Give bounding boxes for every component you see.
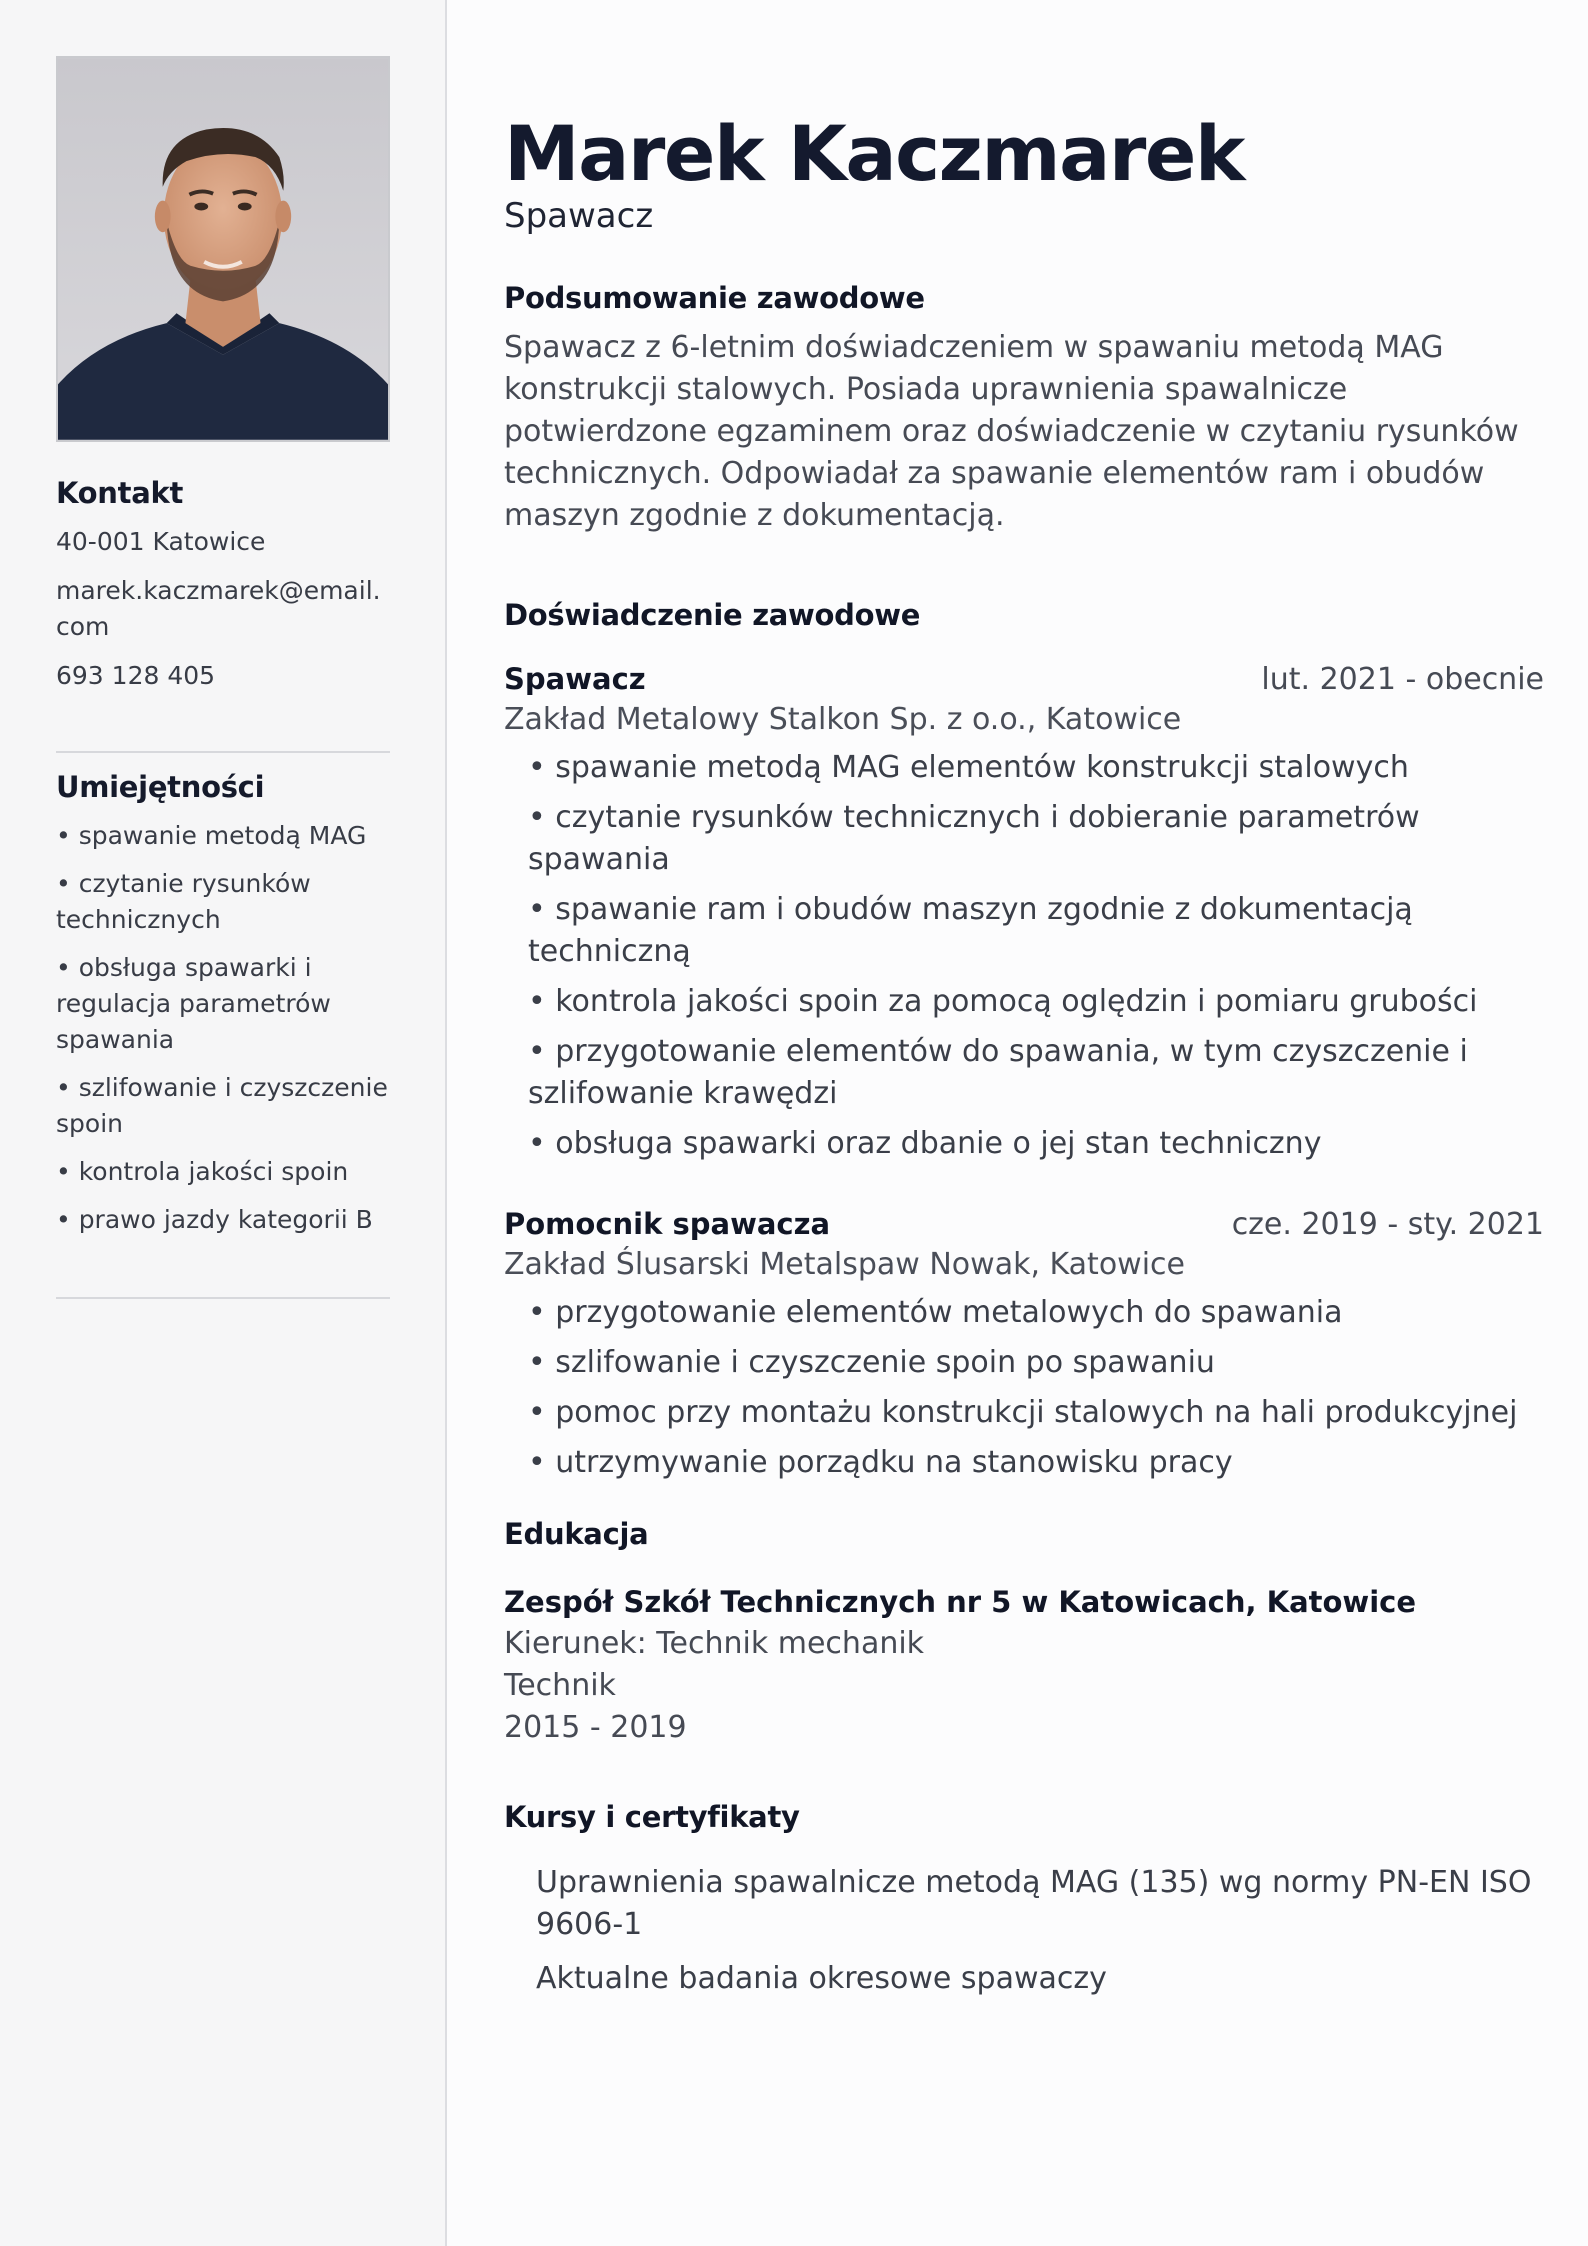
courses-section <box>504 1800 1544 2012</box>
list-item: • czytanie rysunków technicznych i dobieranie parametrów spawania <box>528 800 1420 877</box>
contact-section <box>56 476 390 707</box>
job-bullets <box>528 1292 1544 1484</box>
contact-city: 40-001 Katowice <box>56 527 266 556</box>
sidebar-divider <box>56 1297 390 1299</box>
job-title: Pomocnik spawacza <box>504 1207 831 1241</box>
education-school: Zespół Szkół Technicznych nr 5 w Katowicach, Katowice <box>504 1585 1417 1619</box>
education-field: Kierunek: Technik mechanik <box>504 1626 925 1661</box>
profile-photo <box>56 56 390 442</box>
list-item: • spawanie ram i obudów maszyn zgodnie z dokumentacją techniczną <box>528 892 1413 969</box>
summary-section <box>504 281 1544 537</box>
sidebar <box>0 0 447 2246</box>
contact-phone[interactable]: 693 128 405 <box>56 661 216 690</box>
skill-item: • kontrola jakości spoin <box>56 1157 349 1186</box>
job-company: Zakład Ślusarski Metalspaw Nowak, Katowice <box>504 1247 1185 1282</box>
list-item: • szlifowanie i czyszczenie spoin po spawaniu <box>528 1345 1215 1380</box>
list-item: • przygotowanie elementów metalowych do spawania <box>528 1295 1343 1330</box>
list-item: • spawanie metodą MAG elementów konstrukcji stalowych <box>528 750 1409 785</box>
list-item: • pomoc przy montażu konstrukcji stalowych na hali produkcyjnej <box>528 1395 1518 1430</box>
skill-item: • spawanie metodą MAG <box>56 821 367 850</box>
job-dates: lut. 2021 - obecnie <box>1261 662 1544 697</box>
sidebar-divider <box>56 751 390 753</box>
job-company: Zakład Metalowy Stalkon Sp. z o.o., Katowice <box>504 702 1182 737</box>
contact-email[interactable]: marek.kaczmarek@email.com <box>56 576 381 641</box>
courses-title: Kursy i certyfikaty <box>504 1800 800 1834</box>
education-degree: Technik <box>504 1668 616 1703</box>
skill-item: • prawo jazdy kategorii B <box>56 1205 373 1234</box>
list-item: • przygotowanie elementów do spawania, w tym czyszczenie i szlifowanie krawędzi <box>528 1034 1468 1111</box>
list-item: • utrzymywanie porządku na stanowisku pracy <box>528 1445 1233 1480</box>
job-entry <box>504 662 1544 1165</box>
course-item: Aktualne badania okresowe spawaczy <box>536 1961 1107 1996</box>
job-title: Spawacz <box>504 662 646 696</box>
experience-title: Doświadczenie zawodowe <box>504 598 921 632</box>
experience-section <box>504 598 1544 1492</box>
list-item: • kontrola jakości spoin za pomocą oględzin i pomiaru grubości <box>528 984 1478 1019</box>
list-item: • obsługa spawarki oraz dbanie o jej stan techniczny <box>528 1126 1322 1161</box>
skills-title: Umiejętności <box>56 770 265 804</box>
education-section <box>504 1517 1544 1749</box>
skill-item: • czytanie rysunków technicznych <box>56 869 311 934</box>
job-dates: cze. 2019 - sty. 2021 <box>1231 1207 1544 1242</box>
job-entry <box>504 1207 1544 1484</box>
education-years: 2015 - 2019 <box>504 1710 687 1745</box>
contact-title: Kontakt <box>56 476 184 510</box>
skill-item: • obsługa spawarki i regulacja parametrów spawania <box>56 953 331 1054</box>
skills-section <box>56 770 390 1250</box>
skill-item: • szlifowanie i czyszczenie spoin <box>56 1073 388 1138</box>
summary-text: Spawacz z 6-letnim doświadczeniem w spawaniu metodą MAG konstrukcji stalowych. Posiada uprawnienia spawalnicze potwierdzone egzaminem oraz doświadczenie w czytaniu rysunków technicznych. Odpowiadał za spawanie elementów ram i obudów maszyn zgodnie z dokumentacją. <box>504 330 1519 533</box>
person-name: Marek Kaczmarek <box>504 108 1244 198</box>
person-role: Spawacz <box>504 196 654 236</box>
summary-title: Podsumowanie zawodowe <box>504 281 925 315</box>
course-item: Uprawnienia spawalnicze metodą MAG (135) wg normy PN-EN ISO 9606-1 <box>536 1865 1532 1942</box>
education-title: Edukacja <box>504 1517 649 1551</box>
job-bullets <box>528 747 1544 1165</box>
